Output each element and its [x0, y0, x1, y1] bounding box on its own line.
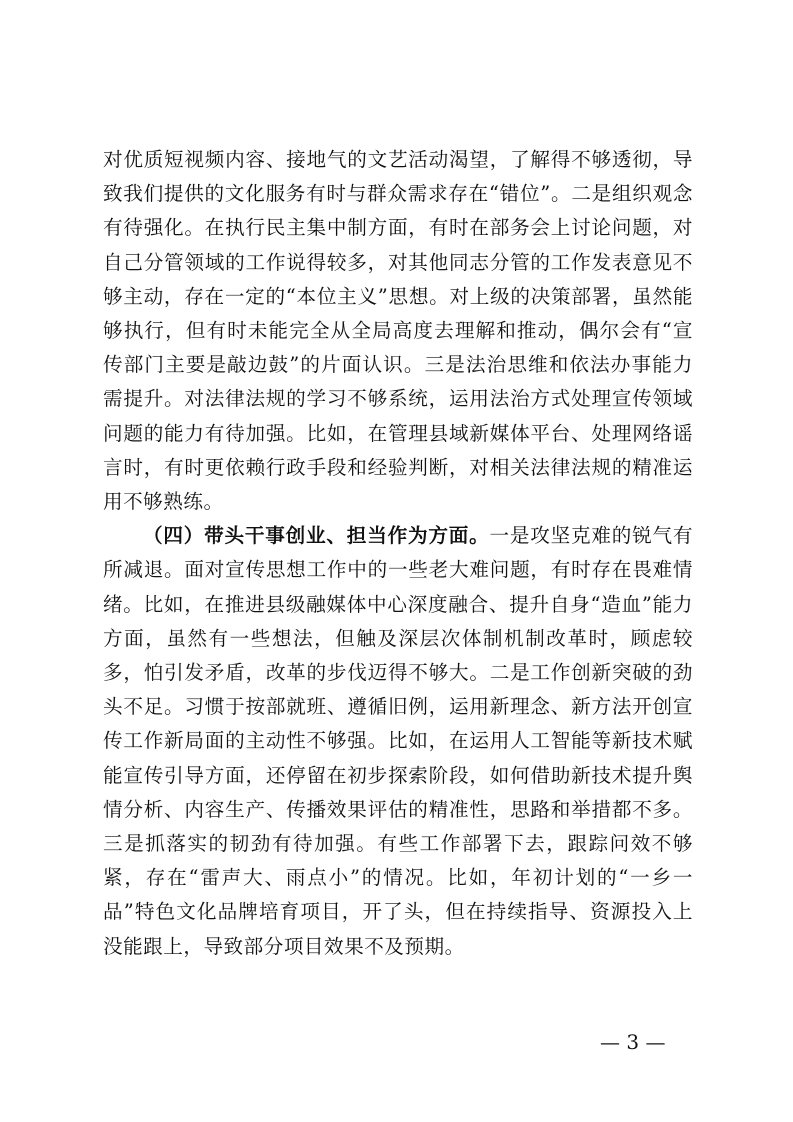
- paragraph-text: 对优质短视频内容、接地气的文艺活动渴望，了解得不够透彻，导致我们提供的文化服务有时与群众需求存在“错位”。二是组织观念有待强化。在执行民主集中制方面，有时在部务会上讨论问题，对自己分管领域的工作说得较多，对其他同志分管的工作发表意见不够主动，存在一定的“本位主义”思想。对上级的决策部署，虽然能够执行，但有时未能完全从全局高度去理解和推动，偶尔会有“宣传部门主要是敲边鼓”的片面认识。三是法治思维和依法办事能力需提升。对法律法规的学习不够系统，运用法治方式处理宣传领域问题的能力有待加强。比如，在管理县域新媒体平台、处理网络谣言时，有时更依赖行政手段和经验判断，对相关法律法规的精准运用不够熟练。: [103, 148, 693, 514]
- paragraph-section-four: [103, 519, 693, 964]
- document-body: [103, 143, 693, 964]
- paragraph-continued: [103, 143, 693, 519]
- page-number: — 3 —: [600, 1030, 666, 1054]
- section-heading: （四）带头干事创业、担当作为方面。: [143, 524, 490, 548]
- paragraph-text: 一是攻坚克难的锐气有所减退。面对宣传思想工作中的一些老大难问题，有时存在畏难情绪。比如，在推进县级融媒体中心深度融合、提升自身“造血”能力方面，虽然有一些想法，但触及深层次体制机制改革时，顾虑较多，怕引发矛盾，改革的步伐迈得不够大。二是工作创新突破的劲头不足。习惯于按部就班、遵循旧例，运用新理念、新方法开创宣传工作新局面的主动性不够强。比如，在运用人工智能等新技术赋能宣传引导方面，还停留在初步探索阶段，如何借助新技术提升舆情分析、内容生产、传播效果评估的精准性，思路和举措都不多。三是抓落实的韧劲有待加强。有些工作部署下去，跟踪问效不够紧，存在“雷声大、雨点小”的情况。比如，年初计划的“一乡一品”特色文化品牌培育项目，开了头，但在持续指导、资源投入上没能跟上，导致部分项目效果不及预期。: [103, 524, 694, 958]
